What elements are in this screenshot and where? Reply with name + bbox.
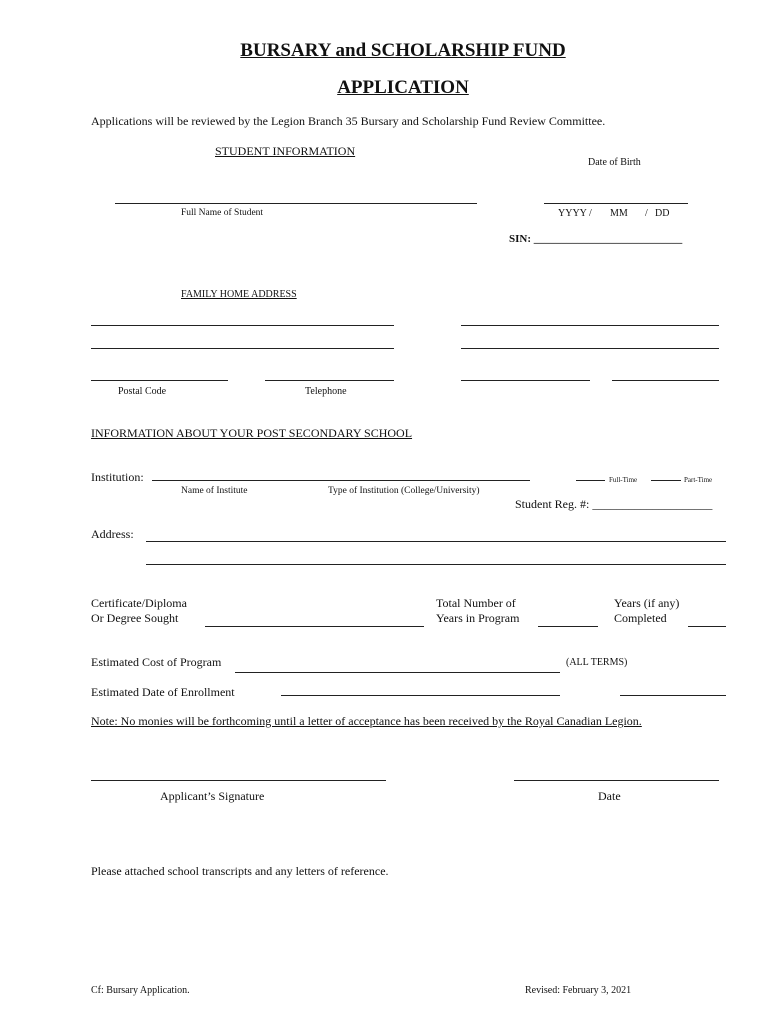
enrollment-date-field[interactable]: [281, 695, 560, 696]
address-line-2-right[interactable]: [461, 348, 719, 349]
total-years-label-line1: Total Number of: [436, 596, 516, 610]
dob-sep-label: /: [645, 208, 648, 219]
full-time-label: Full-Time: [609, 476, 638, 484]
dob-field[interactable]: [544, 203, 688, 204]
student-info-heading: STUDENT INFORMATION: [215, 144, 356, 158]
signature-date-field[interactable]: [514, 780, 719, 781]
address-line-2-left[interactable]: [91, 348, 394, 349]
name-of-institute-label: Name of Institute: [181, 486, 248, 496]
form-title-line1: BURSARY and SCHOLARSHIP FUND: [240, 40, 566, 61]
total-years-field[interactable]: [538, 626, 598, 627]
dob-mm-label: MM: [610, 208, 628, 219]
dob-yyyy-label: YYYY /: [558, 208, 592, 219]
footer-left: Cf: Bursary Application.: [91, 985, 190, 996]
enrollment-date-label: Estimated Date of Enrollment: [91, 685, 235, 699]
school-address-label: Address:: [91, 527, 134, 541]
address-line-1-right[interactable]: [461, 325, 719, 326]
all-terms-label: (ALL TERMS): [566, 657, 628, 668]
applicant-signature-field[interactable]: [91, 780, 386, 781]
postal-code-label: Postal Code: [118, 386, 167, 397]
school-address-line-1[interactable]: [146, 541, 726, 542]
address-line-3-a[interactable]: [461, 380, 590, 381]
dob-dd-label: DD: [655, 208, 670, 219]
address-line-3-b[interactable]: [612, 380, 719, 381]
footer-revised: Revised: February 3, 2021: [525, 985, 632, 996]
certificate-field[interactable]: [205, 626, 424, 627]
certificate-label-line1: Certificate/Diploma: [91, 596, 187, 610]
school-info-heading: INFORMATION ABOUT YOUR POST SECONDARY SCHOOL: [91, 426, 413, 440]
attachments-note: Please attached school transcripts and any letters of reference.: [91, 864, 389, 878]
certificate-label-line2: Or Degree Sought: [91, 611, 179, 625]
school-address-line-2[interactable]: [146, 564, 726, 565]
full-name-label: Full Name of Student: [181, 208, 264, 218]
estimated-cost-label: Estimated Cost of Program: [91, 655, 222, 669]
years-completed-label-line2: Completed: [614, 611, 667, 625]
telephone-label: Telephone: [305, 386, 347, 397]
estimated-cost-field[interactable]: [235, 672, 560, 673]
full-name-field[interactable]: [115, 203, 477, 204]
student-reg-field[interactable]: Student Reg. #: ____________________: [515, 497, 713, 511]
telephone-field[interactable]: [265, 380, 394, 381]
years-completed-label-line1: Years (if any): [614, 596, 680, 610]
full-time-field[interactable]: [576, 480, 605, 481]
institution-field[interactable]: [152, 480, 530, 481]
acceptance-note: Note: No monies will be forthcoming until a letter of acceptance has been received by the Royal Canadian Legion.: [91, 714, 642, 728]
postal-code-field[interactable]: [91, 380, 228, 381]
years-completed-field[interactable]: [688, 626, 726, 627]
part-time-field[interactable]: [651, 480, 681, 481]
part-time-label: Part-Time: [684, 476, 713, 484]
address-line-1-left[interactable]: [91, 325, 394, 326]
form-title-line2: APPLICATION: [337, 77, 469, 98]
intro-text: Applications will be reviewed by the Legion Branch 35 Bursary and Scholarship Fund Review Committee.: [91, 114, 606, 128]
applicant-signature-label: Applicant’s Signature: [160, 789, 265, 803]
sin-field[interactable]: SIN: ___________________________: [509, 233, 683, 245]
family-address-heading: FAMILY HOME ADDRESS: [181, 289, 297, 300]
dob-label: Date of Birth: [588, 157, 641, 168]
type-of-institution-label: Type of Institution (College/University): [328, 486, 480, 496]
total-years-label-line2: Years in Program: [436, 611, 520, 625]
institution-label: Institution:: [91, 470, 144, 484]
enrollment-date-extra-field[interactable]: [620, 695, 726, 696]
signature-date-label: Date: [598, 789, 621, 803]
